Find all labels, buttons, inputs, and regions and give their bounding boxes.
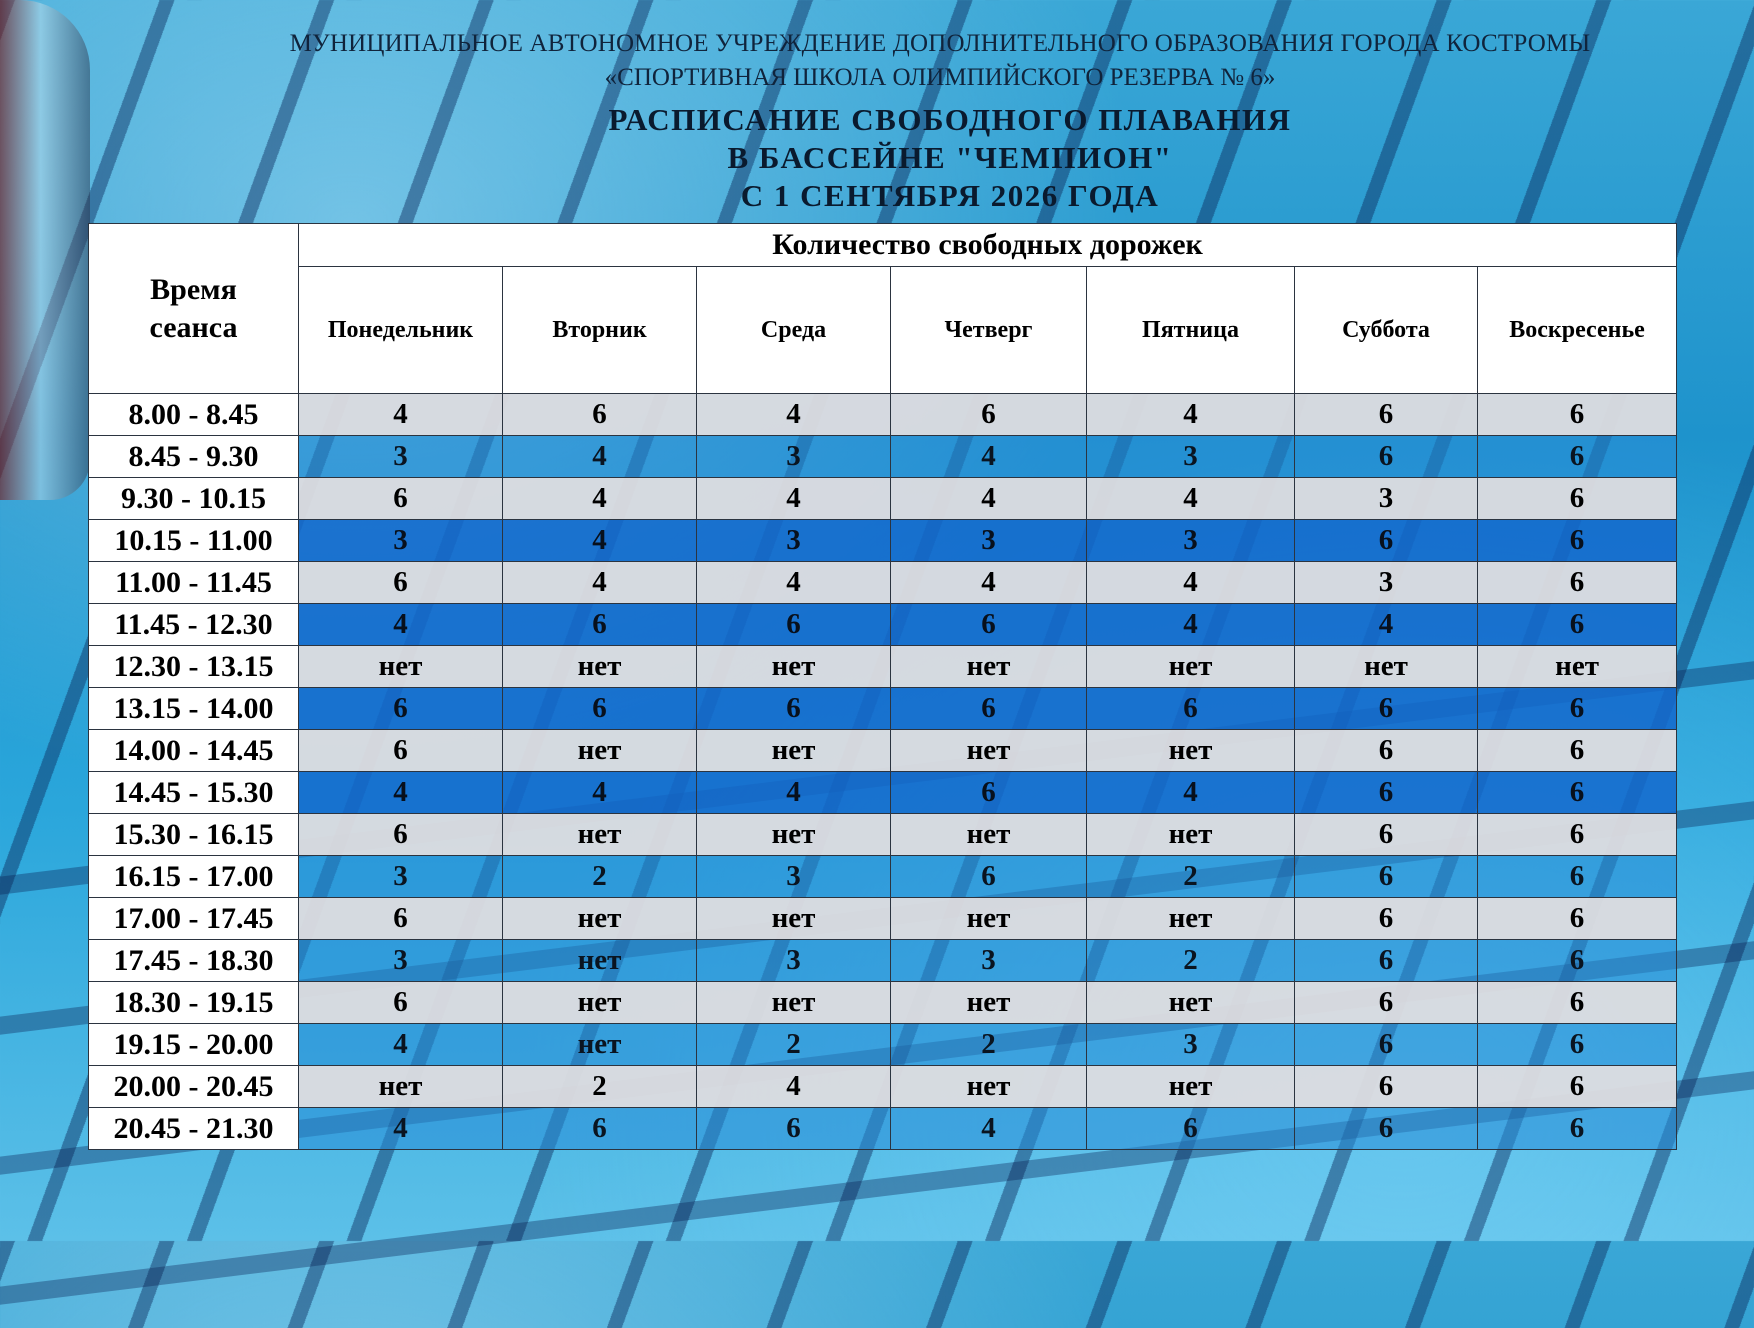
free-lanes-cell: нет — [503, 940, 697, 982]
free-lanes-cell: 6 — [1478, 394, 1677, 436]
day-header: Среда — [697, 267, 891, 394]
free-lanes-cell: 6 — [1478, 1024, 1677, 1066]
pool-name: В БАССЕЙНЕ "ЧЕМПИОН" — [727, 140, 1173, 175]
free-lanes-cell: 6 — [697, 604, 891, 646]
day-header: Суббота — [1295, 267, 1478, 394]
free-lanes-cell: 6 — [1295, 772, 1478, 814]
day-header: Четверг — [891, 267, 1087, 394]
free-lanes-cell: 6 — [299, 478, 503, 520]
free-lanes-cell: 6 — [1295, 1066, 1478, 1108]
session-time: 17.45 - 18.30 — [89, 940, 299, 982]
free-lanes-cell: нет — [503, 898, 697, 940]
free-lanes-cell: 2 — [1087, 856, 1295, 898]
organization-name: МУНИЦИПАЛЬНОЕ АВТОНОМНОЕ УЧРЕЖДЕНИЕ ДОПОЛНИТЕЛЬНОГО ОБРАЗОВАНИЯ ГОРОДА КОСТРОМЫ — [289, 30, 1591, 57]
free-lanes-cell: нет — [1087, 982, 1295, 1024]
free-lanes-cell: 4 — [697, 1066, 891, 1108]
table-row — [89, 688, 1677, 730]
free-lanes-cell: 4 — [503, 562, 697, 604]
free-lanes-header: Количество свободных дорожек — [299, 224, 1677, 267]
school-name: «СПОРТИВНАЯ ШКОЛА ОЛИМПИЙСКОГО РЕЗЕРВА № 6» — [604, 64, 1276, 91]
free-lanes-cell: нет — [299, 1066, 503, 1108]
free-lanes-cell: 6 — [697, 1108, 891, 1150]
free-lanes-cell: 6 — [1295, 520, 1478, 562]
table-row — [89, 604, 1677, 646]
session-time: 18.30 - 19.15 — [89, 982, 299, 1024]
free-lanes-cell: 3 — [299, 436, 503, 478]
free-lanes-cell: 3 — [697, 940, 891, 982]
schedule-body — [89, 394, 1677, 1150]
free-lanes-cell: 6 — [1478, 730, 1677, 772]
free-lanes-cell: нет — [1087, 814, 1295, 856]
free-lanes-cell: 6 — [503, 688, 697, 730]
time-header-line2: сеанса — [149, 310, 238, 344]
free-lanes-cell: 3 — [697, 520, 891, 562]
table-row — [89, 478, 1677, 520]
table-row — [89, 436, 1677, 478]
free-lanes-cell: 3 — [1087, 1024, 1295, 1066]
free-lanes-cell: 3 — [697, 856, 891, 898]
free-lanes-cell: нет — [503, 982, 697, 1024]
free-lanes-cell: нет — [503, 1024, 697, 1066]
free-lanes-cell: 6 — [1295, 730, 1478, 772]
free-lanes-cell: 4 — [503, 436, 697, 478]
lane-float-decoration — [0, 0, 90, 500]
free-lanes-cell: 6 — [891, 856, 1087, 898]
table-row — [89, 814, 1677, 856]
free-lanes-cell: 6 — [503, 604, 697, 646]
free-lanes-cell: нет — [697, 898, 891, 940]
session-time: 9.30 - 10.15 — [89, 478, 299, 520]
free-lanes-cell: 6 — [299, 898, 503, 940]
free-lanes-cell: 4 — [891, 478, 1087, 520]
table-row — [89, 646, 1677, 688]
day-header: Понедельник — [299, 267, 503, 394]
free-lanes-cell: 6 — [1087, 1108, 1295, 1150]
free-lanes-cell: 6 — [1478, 940, 1677, 982]
free-lanes-cell: 3 — [1087, 436, 1295, 478]
free-lanes-cell: нет — [891, 730, 1087, 772]
free-lanes-cell: нет — [1295, 646, 1478, 688]
session-time: 8.45 - 9.30 — [89, 436, 299, 478]
free-lanes-cell: 6 — [1295, 940, 1478, 982]
table-row — [89, 1108, 1677, 1150]
free-lanes-cell: нет — [503, 814, 697, 856]
free-lanes-cell: 6 — [1295, 898, 1478, 940]
free-lanes-cell: 6 — [1295, 1024, 1478, 1066]
schedule-table — [88, 223, 1677, 1150]
table-row — [89, 1066, 1677, 1108]
time-column-header — [89, 224, 299, 394]
free-lanes-cell: 6 — [1478, 604, 1677, 646]
session-time: 20.00 - 20.45 — [89, 1066, 299, 1108]
free-lanes-cell: 6 — [891, 688, 1087, 730]
day-header: Пятница — [1087, 267, 1295, 394]
table-row — [89, 772, 1677, 814]
session-time: 8.00 - 8.45 — [89, 394, 299, 436]
free-lanes-cell: 6 — [1295, 688, 1478, 730]
free-lanes-cell: 2 — [697, 1024, 891, 1066]
session-time: 13.15 - 14.00 — [89, 688, 299, 730]
day-header: Воскресенье — [1478, 267, 1677, 394]
free-lanes-cell: нет — [891, 646, 1087, 688]
free-lanes-cell: 6 — [1478, 772, 1677, 814]
free-lanes-cell: 3 — [697, 436, 891, 478]
free-lanes-cell: 6 — [1478, 814, 1677, 856]
free-lanes-cell: 6 — [1478, 562, 1677, 604]
table-row — [89, 562, 1677, 604]
free-lanes-cell: 4 — [891, 436, 1087, 478]
free-lanes-cell: 6 — [1087, 688, 1295, 730]
free-lanes-cell: 4 — [299, 1108, 503, 1150]
free-lanes-cell: нет — [1478, 646, 1677, 688]
free-lanes-cell: 3 — [891, 520, 1087, 562]
free-lanes-cell: 4 — [697, 478, 891, 520]
free-lanes-cell: 4 — [1087, 478, 1295, 520]
free-lanes-cell: 6 — [1295, 814, 1478, 856]
session-time: 14.45 - 15.30 — [89, 772, 299, 814]
session-time: 12.30 - 13.15 — [89, 646, 299, 688]
free-lanes-cell: 6 — [1295, 394, 1478, 436]
free-lanes-cell: нет — [1087, 646, 1295, 688]
session-time: 20.45 - 21.30 — [89, 1108, 299, 1150]
free-lanes-cell: 4 — [503, 478, 697, 520]
free-lanes-cell: 4 — [503, 520, 697, 562]
free-lanes-cell: нет — [697, 982, 891, 1024]
table-row — [89, 520, 1677, 562]
table-row — [89, 1024, 1677, 1066]
free-lanes-cell: 6 — [1478, 1066, 1677, 1108]
free-lanes-cell: нет — [697, 814, 891, 856]
free-lanes-cell: 6 — [299, 562, 503, 604]
free-lanes-cell: 6 — [299, 814, 503, 856]
free-lanes-cell: нет — [1087, 898, 1295, 940]
free-lanes-cell: нет — [1087, 730, 1295, 772]
free-lanes-cell: 6 — [891, 394, 1087, 436]
free-lanes-cell: 3 — [1295, 562, 1478, 604]
table-row — [89, 898, 1677, 940]
free-lanes-cell: 6 — [1295, 856, 1478, 898]
session-time: 17.00 - 17.45 — [89, 898, 299, 940]
free-lanes-cell: 6 — [1478, 436, 1677, 478]
free-lanes-cell: 2 — [891, 1024, 1087, 1066]
free-lanes-cell: 4 — [299, 1024, 503, 1066]
time-header-line1: Время — [150, 272, 237, 306]
free-lanes-cell: нет — [891, 814, 1087, 856]
free-lanes-cell: 3 — [1087, 520, 1295, 562]
session-time: 11.00 - 11.45 — [89, 562, 299, 604]
free-lanes-cell: 4 — [697, 562, 891, 604]
free-lanes-cell: нет — [503, 730, 697, 772]
free-lanes-cell: 4 — [1087, 562, 1295, 604]
day-header: Вторник — [503, 267, 697, 394]
free-lanes-cell: 6 — [1295, 436, 1478, 478]
free-lanes-cell: 6 — [1478, 688, 1677, 730]
session-time: 15.30 - 16.15 — [89, 814, 299, 856]
free-lanes-cell: 6 — [1478, 898, 1677, 940]
free-lanes-cell: 6 — [891, 604, 1087, 646]
free-lanes-cell: 4 — [1087, 604, 1295, 646]
free-lanes-cell: 6 — [1478, 520, 1677, 562]
session-time: 14.00 - 14.45 — [89, 730, 299, 772]
free-lanes-cell: 6 — [1295, 1108, 1478, 1150]
table-row — [89, 982, 1677, 1024]
free-lanes-cell: 6 — [1478, 856, 1677, 898]
free-lanes-cell: 6 — [1478, 478, 1677, 520]
free-lanes-cell: 2 — [1087, 940, 1295, 982]
table-row — [89, 394, 1677, 436]
free-lanes-cell: 2 — [503, 856, 697, 898]
session-time: 16.15 - 17.00 — [89, 856, 299, 898]
free-lanes-cell: 3 — [299, 520, 503, 562]
free-lanes-cell: 6 — [299, 730, 503, 772]
free-lanes-cell: нет — [697, 730, 891, 772]
table-row — [89, 856, 1677, 898]
free-lanes-cell: 6 — [1478, 1108, 1677, 1150]
free-lanes-cell: нет — [891, 1066, 1087, 1108]
free-lanes-cell: 6 — [891, 772, 1087, 814]
free-lanes-cell: нет — [891, 982, 1087, 1024]
free-lanes-cell: 3 — [299, 856, 503, 898]
day-header-row — [89, 267, 1677, 394]
free-lanes-cell: 4 — [1087, 394, 1295, 436]
free-lanes-cell: 4 — [299, 772, 503, 814]
free-lanes-cell: 4 — [891, 1108, 1087, 1150]
session-time: 10.15 - 11.00 — [89, 520, 299, 562]
free-lanes-cell: нет — [1087, 1066, 1295, 1108]
session-time: 11.45 - 12.30 — [89, 604, 299, 646]
schedule-title: РАСПИСАНИЕ СВОБОДНОГО ПЛАВАНИЯ — [608, 102, 1292, 137]
free-lanes-cell: 6 — [503, 394, 697, 436]
free-lanes-cell: 4 — [891, 562, 1087, 604]
free-lanes-cell: 2 — [503, 1066, 697, 1108]
free-lanes-cell: 6 — [299, 982, 503, 1024]
free-lanes-cell: 4 — [299, 394, 503, 436]
free-lanes-cell: 6 — [299, 688, 503, 730]
effective-date: С 1 СЕНТЯБРЯ 2026 ГОДА — [740, 178, 1160, 213]
free-lanes-cell: 4 — [299, 604, 503, 646]
free-lanes-cell: 3 — [1295, 478, 1478, 520]
free-lanes-cell: 6 — [503, 1108, 697, 1150]
free-lanes-cell: 3 — [299, 940, 503, 982]
table-row — [89, 730, 1677, 772]
session-time: 19.15 - 20.00 — [89, 1024, 299, 1066]
free-lanes-cell: нет — [299, 646, 503, 688]
free-lanes-cell: 3 — [891, 940, 1087, 982]
free-lanes-cell: 4 — [1295, 604, 1478, 646]
free-lanes-cell: 4 — [503, 772, 697, 814]
free-lanes-cell: нет — [503, 646, 697, 688]
free-lanes-cell: 6 — [697, 688, 891, 730]
free-lanes-cell: 6 — [1478, 982, 1677, 1024]
free-lanes-cell: 4 — [697, 772, 891, 814]
free-lanes-cell: 4 — [697, 394, 891, 436]
free-lanes-cell: нет — [697, 646, 891, 688]
free-lanes-cell: 6 — [1295, 982, 1478, 1024]
free-lanes-cell: 4 — [1087, 772, 1295, 814]
free-lanes-cell: нет — [891, 898, 1087, 940]
table-row — [89, 940, 1677, 982]
